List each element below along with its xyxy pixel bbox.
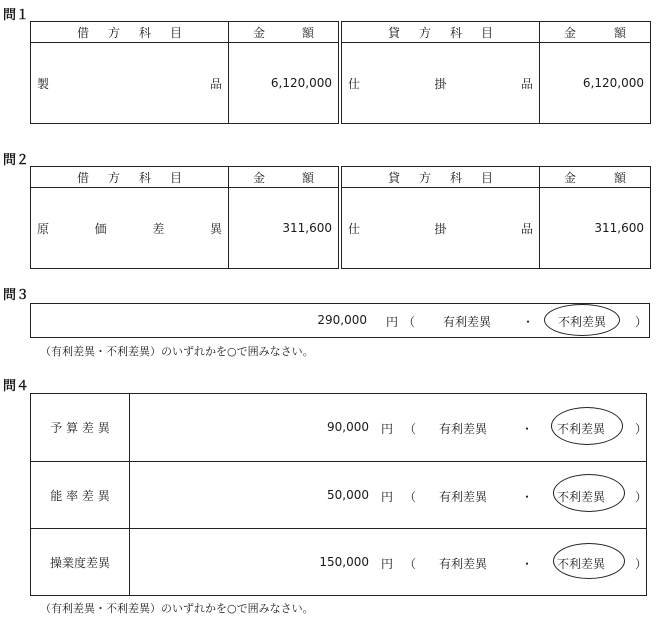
credit-account-cell[interactable]: 仕 掛 品 bbox=[342, 188, 540, 269]
question-2-label: 問２ bbox=[3, 153, 30, 168]
question-1-label: 問１ bbox=[3, 8, 30, 23]
yen-unit: 円 bbox=[381, 490, 394, 504]
selected-circle-mark bbox=[553, 543, 625, 579]
q2-journal-table bbox=[30, 166, 651, 269]
separator: ・ bbox=[521, 490, 534, 504]
yen-unit: 円 bbox=[381, 557, 394, 571]
open-paren: （ bbox=[404, 557, 417, 571]
q4-row-volume-variance bbox=[30, 528, 647, 596]
credit-amount-cell[interactable]: 311,600 bbox=[540, 188, 651, 269]
yen-unit: 円 bbox=[381, 422, 394, 436]
close-paren: ） bbox=[635, 557, 648, 571]
separator: ・ bbox=[521, 557, 534, 571]
q3-favorable-option[interactable]: 有利差異 bbox=[443, 315, 492, 329]
q3-separator: ・ bbox=[522, 315, 535, 329]
q3-amount[interactable]: 290,000 bbox=[317, 313, 367, 327]
separator: ・ bbox=[521, 422, 534, 436]
debit-amount-header: 金 額 bbox=[229, 22, 339, 43]
q3-answer-box bbox=[30, 303, 650, 338]
favorable-option[interactable]: 有利差異 bbox=[439, 557, 488, 571]
q3-open-paren: （ bbox=[403, 315, 416, 329]
q3-yen-unit: 円 bbox=[386, 315, 399, 329]
debit-amount-cell[interactable]: 311,600 bbox=[229, 188, 339, 269]
unfavorable-option[interactable]: 不利差異 bbox=[557, 490, 606, 504]
q3-unfavorable-option[interactable]: 不利差異 bbox=[558, 315, 607, 329]
debit-account-cell[interactable]: 原 価 差 異 bbox=[31, 188, 229, 269]
debit-account-cell[interactable]: 製 品 bbox=[31, 43, 229, 124]
variance-amount[interactable]: 90,000 bbox=[327, 420, 369, 434]
variance-name: 能 率 差 異 bbox=[31, 462, 130, 528]
question-4-label: 問４ bbox=[3, 379, 30, 394]
variance-name: 操業度差異 bbox=[31, 529, 130, 595]
credit-account-header: 貸 方 科 目 bbox=[342, 22, 540, 43]
q3-instruction-note: （有利差異・不利差異）のいずれかを○で囲みなさい。 bbox=[40, 345, 314, 358]
q4-instruction-note: （有利差異・不利差異）のいずれかを○で囲みなさい。 bbox=[40, 602, 314, 615]
credit-amount-header: 金 額 bbox=[540, 22, 651, 43]
debit-account-header: 借 方 科 目 bbox=[31, 22, 229, 43]
credit-account-cell[interactable]: 仕 掛 品 bbox=[342, 43, 540, 124]
credit-account-header: 貸 方 科 目 bbox=[342, 167, 540, 188]
variance-amount[interactable]: 50,000 bbox=[327, 488, 369, 502]
close-paren: ） bbox=[635, 490, 648, 504]
question-3-label: 問３ bbox=[3, 288, 30, 303]
open-paren: （ bbox=[404, 490, 417, 504]
variance-amount[interactable]: 150,000 bbox=[319, 555, 369, 569]
selected-circle-mark bbox=[551, 407, 623, 445]
credit-amount-cell[interactable]: 6,120,000 bbox=[540, 43, 651, 124]
debit-account-header: 借 方 科 目 bbox=[31, 167, 229, 188]
q3-close-paren: ） bbox=[635, 315, 648, 329]
q4-row-budget-variance bbox=[30, 393, 647, 462]
selected-circle-mark bbox=[544, 304, 620, 336]
q4-row-efficiency-variance bbox=[30, 461, 647, 529]
q1-journal-table bbox=[30, 21, 651, 124]
debit-amount-cell[interactable]: 6,120,000 bbox=[229, 43, 339, 124]
credit-amount-header: 金 額 bbox=[540, 167, 651, 188]
close-paren: ） bbox=[635, 422, 648, 436]
open-paren: （ bbox=[404, 422, 417, 436]
variance-name: 予 算 差 異 bbox=[31, 394, 130, 461]
unfavorable-option[interactable]: 不利差異 bbox=[557, 557, 606, 571]
favorable-option[interactable]: 有利差異 bbox=[439, 490, 488, 504]
unfavorable-option[interactable]: 不利差異 bbox=[557, 422, 606, 436]
debit-amount-header: 金 額 bbox=[229, 167, 339, 188]
selected-circle-mark bbox=[553, 474, 625, 512]
favorable-option[interactable]: 有利差異 bbox=[439, 422, 488, 436]
